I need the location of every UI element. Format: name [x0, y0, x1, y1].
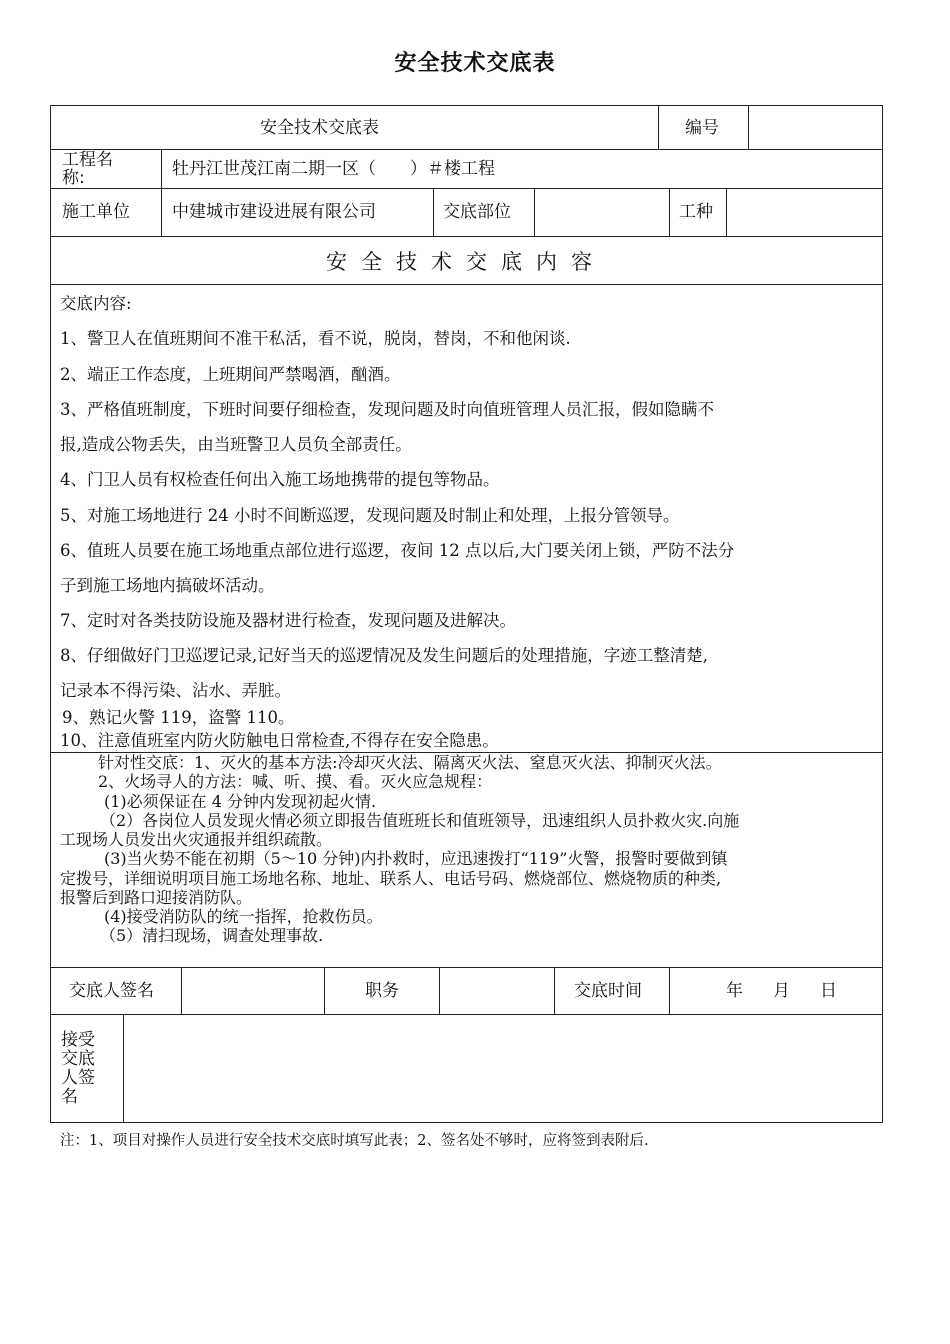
form-title-cell: 安全技术交底表: [260, 118, 379, 138]
receiver-label-line: 交底: [61, 1049, 95, 1069]
col-divider: [181, 967, 182, 1014]
content-line: 报,造成公物丢失，由当班警卫人员负全部责任。: [60, 435, 412, 454]
year-label: 年: [726, 981, 743, 1001]
receiver-signature-field[interactable]: [130, 1020, 875, 1116]
specific-line: 工现场人员发出火灾通报并组织疏散。: [60, 830, 333, 849]
specific-line: 针对性交底：1、灭火的基本方法:冷却灭火法、隔离灭火法、窒息灭火法、抑制灭火法。: [98, 753, 722, 772]
row-divider: [50, 284, 883, 285]
day-label: 日: [820, 981, 837, 1001]
col-divider: [433, 188, 434, 236]
specific-line: (1)必须保证在 4 分钟内发现初起火情.: [104, 792, 377, 811]
row-divider: [50, 236, 883, 237]
specific-line: (3)当火势不能在初期（5～10 分钟)内扑救时，应迅速拨打“119”火警，报警时要做到镇: [104, 849, 728, 868]
unit-label: 施工单位: [62, 202, 130, 222]
receiver-label-line: 人签: [61, 1068, 95, 1088]
project-label-line2: 称:: [62, 168, 85, 188]
specific-line: （5）清扫现场，调查处理事故.: [100, 926, 324, 945]
time-label: 交底时间: [574, 981, 642, 1001]
month-label: 月: [773, 981, 790, 1001]
content-line: 1、警卫人在值班期间不准干私活，看不说，脱岗，替岗，不和他闲谈.: [60, 329, 571, 348]
trade-field[interactable]: [732, 202, 877, 222]
row-divider: [50, 188, 883, 189]
position-field[interactable]: [446, 981, 546, 1001]
specific-line: (4)接受消防队的统一指挥，抢救伤员。: [104, 907, 383, 926]
content-line: 10、注意值班室内防火防触电日常检查,不得存在安全隐患。: [60, 731, 499, 750]
signer-label: 交底人签名: [69, 981, 154, 1001]
col-divider: [123, 1014, 124, 1123]
specific-line: 定拨号，详细说明项目施工场地名称、地址、联系人、电话号码、燃烧部位、燃烧物质的种类,: [60, 869, 722, 888]
row-divider: [50, 149, 883, 150]
col-divider: [439, 967, 440, 1014]
content-intro: 交底内容:: [60, 294, 132, 313]
section-heading: 安全技术交底内容: [326, 250, 606, 274]
col-divider: [748, 105, 749, 149]
number-field[interactable]: [760, 118, 875, 138]
content-line: 子到施工场地内搞破坏活动。: [60, 576, 275, 595]
receiver-label-line: 名: [61, 1087, 78, 1107]
content-line: 9、熟记火警 119，盗警 110。: [62, 708, 295, 727]
footnote: 注：1、项目对操作人员进行安全技术交底时填写此表；2、签名处不够时，应将签到表附后.: [60, 1133, 649, 1149]
row-divider: [50, 1014, 883, 1015]
number-label: 编号: [685, 118, 719, 138]
col-divider: [726, 188, 727, 236]
position-label: 职务: [365, 981, 399, 1001]
signer-field[interactable]: [188, 981, 318, 1001]
col-divider: [534, 188, 535, 236]
project-label-line1: 工程名: [62, 150, 113, 170]
col-divider: [669, 967, 670, 1014]
specific-line: 2、火场寻人的方法：喊、听、摸、看。灭火应急规程：: [98, 772, 493, 791]
content-line: 8、仔细做好门卫巡逻记录,记好当天的巡逻情况及发生问题后的处理措施，字迹工整清楚,: [60, 646, 708, 665]
content-line: 5、对施工场地进行 24 小时不间断巡逻，发现问题及时制止和处理，上报分管领导。: [60, 506, 680, 525]
col-divider: [554, 967, 555, 1014]
receiver-label-line: 接受: [61, 1030, 95, 1050]
col-divider: [324, 967, 325, 1014]
col-divider: [161, 149, 162, 236]
document-title: 安全技术交底表: [394, 51, 556, 76]
content-line: 2、端正工作态度，上班期间严禁喝酒，酗酒。: [60, 365, 401, 384]
content-line: 6、值班人员要在施工场地重点部位进行巡逻，夜间 12 点以后,大门要关闭上锁，严防不法分: [60, 541, 735, 560]
content-line: 记录本不得污染、沾水、弄脏。: [60, 681, 291, 700]
col-divider: [658, 105, 659, 149]
content-line: 7、定时对各类技防设施及器材进行检查，发现问题及进解决。: [60, 611, 516, 630]
unit-value[interactable]: 中建城市建设进展有限公司: [172, 202, 376, 222]
content-line: 3、严格值班制度，下班时间要仔细检查，发现问题及时向值班管理人员汇报，假如隐瞒不: [60, 400, 714, 419]
row-divider: [50, 967, 883, 968]
content-line: 4、门卫人员有权检查任何出入施工场地携带的提包等物品。: [60, 470, 500, 489]
specific-line: （2）各岗位人员发现火情必须立即报告值班班长和值班领导，迅速组织人员扑救火灾.向施: [100, 811, 740, 830]
part-label: 交底部位: [443, 202, 511, 222]
col-divider: [669, 188, 670, 236]
trade-label: 工种: [679, 202, 713, 222]
specific-line: 报警后到路口迎接消防队。: [60, 888, 253, 907]
project-name-value[interactable]: 牡丹江世茂江南二期一区（ ）＃楼工程: [172, 159, 495, 179]
part-field[interactable]: [540, 202, 665, 222]
